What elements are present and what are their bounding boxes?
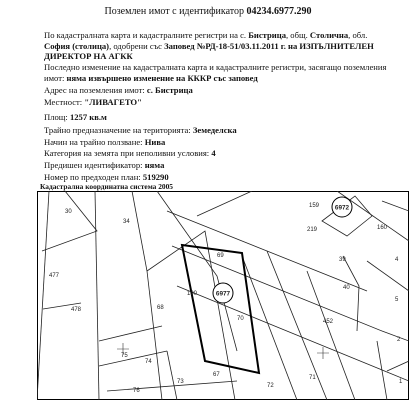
parcel-label: 75 xyxy=(121,353,128,359)
parcel-circle-label: 6972 xyxy=(334,204,350,212)
parcel-label: 477 xyxy=(49,273,60,279)
parcel-label: 159 xyxy=(309,203,320,209)
prev-id-row xyxy=(44,160,404,170)
parcel-label: 2 xyxy=(397,337,401,343)
address-row xyxy=(44,85,404,95)
change-value: няма извършено изменение на КККР със заповед xyxy=(66,72,258,83)
parcel-label: 219 xyxy=(307,227,318,233)
subject-parcel-outline xyxy=(182,245,259,373)
parcel-label: 67 xyxy=(213,372,220,378)
parcel-label: 68 xyxy=(157,305,164,311)
parcel-label: 74 xyxy=(145,359,152,365)
category-row xyxy=(44,148,404,158)
order-reference: Заповед №РД-18-51/03.11.2011 г. на ИЗПЪЛНИТЕЛЕН xyxy=(164,40,374,51)
title-prefix: Поземлен имот с идентификатор xyxy=(104,6,244,17)
municipality-name: Столична xyxy=(309,30,349,40)
parcel-label: 72 xyxy=(267,383,274,389)
place-row xyxy=(44,97,404,107)
address-value: с. Бистрица xyxy=(146,85,193,95)
area-label: Площ: xyxy=(44,112,68,122)
order-text: , одобрени със xyxy=(109,40,162,51)
parcel-label: 71 xyxy=(309,375,316,381)
parcel-label: 73 xyxy=(177,379,184,385)
parcel-label: 452 xyxy=(323,319,334,325)
title-identifier: 04234.6977.290 xyxy=(246,6,312,17)
parcel-label: 5 xyxy=(395,297,399,303)
parcel-label: 40 xyxy=(343,285,350,291)
prev-id-label: Предишен идентификатор: xyxy=(44,160,143,170)
parcel-label: 160 xyxy=(377,225,388,231)
map-caption: Кадастрална координатна система 2005 xyxy=(40,182,174,191)
prev-plan-row xyxy=(44,172,404,182)
parcel-label: 39 xyxy=(339,257,346,263)
parcel-label: 30 xyxy=(65,209,72,215)
survey-crosses xyxy=(117,343,329,359)
prev-plan-label: Номер по предходен план: xyxy=(44,172,141,182)
category-label: Категория на земята при неполивни условия: xyxy=(44,148,210,158)
parcel-circle-6972 xyxy=(332,197,352,217)
change-text: Последно изменение на кадастралната карта и кадастралните регистри, засягащо поземления xyxy=(44,62,387,72)
parcel-label: 76 xyxy=(133,388,140,394)
change-text: имот: xyxy=(44,72,65,83)
usage-value: Нива xyxy=(144,137,166,147)
order-line-1 xyxy=(44,30,404,40)
parcel-label: 190 xyxy=(187,291,198,297)
parcel-circle-6977 xyxy=(213,283,233,303)
document-title xyxy=(0,6,416,18)
order-line-3 xyxy=(44,51,404,61)
order-line-2 xyxy=(44,41,404,51)
place-value: "ЛИВАГЕТО" xyxy=(84,97,142,107)
parcel-label: 4 xyxy=(395,257,399,263)
order-text: , общ. xyxy=(286,30,308,40)
parcel-label: 70 xyxy=(237,316,244,322)
purpose-value: Земеделска xyxy=(192,125,237,135)
place-label: Местност: xyxy=(44,97,83,107)
prev-id-value: няма xyxy=(144,160,165,170)
usage-row xyxy=(44,137,404,147)
category-value: 4 xyxy=(211,148,216,158)
cadastral-map-svg xyxy=(37,191,409,400)
area-row xyxy=(44,112,404,122)
parcel-label: 478 xyxy=(71,307,82,313)
change-line-1 xyxy=(44,62,404,72)
order-text: По кадастралната карта и кадастралните регистри на с. xyxy=(44,30,247,40)
usage-label: Начин на трайно ползване: xyxy=(44,137,143,147)
purpose-label: Трайно предназначение на територията: xyxy=(44,125,191,135)
parcel-circle-label: 6977 xyxy=(215,290,231,298)
region-name: София (столица) xyxy=(44,40,110,51)
area-value: 1257 кв.м xyxy=(69,112,107,122)
purpose-row xyxy=(44,125,404,135)
change-line-2 xyxy=(44,73,404,83)
order-text: , обл. xyxy=(348,30,368,40)
authority-name: ДИРЕКТОР НА АГКК xyxy=(44,51,133,61)
prev-plan-value: 519290 xyxy=(142,172,169,182)
parcel-label: 69 xyxy=(217,253,224,259)
village-name: Бистрица xyxy=(248,30,286,40)
parcel-label: 1 xyxy=(399,379,403,385)
address-label: Адрес на поземления имот: xyxy=(44,85,145,95)
cadastral-map xyxy=(37,191,409,400)
parcel-label: 34 xyxy=(123,219,130,225)
